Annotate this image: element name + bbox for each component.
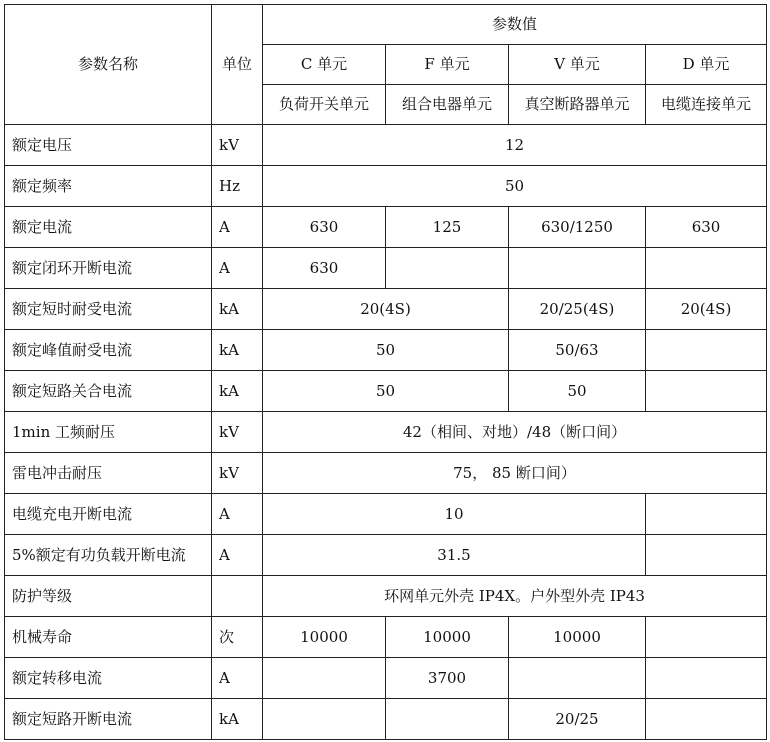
table-row bbox=[5, 617, 767, 658]
row-name: 额定电流 bbox=[5, 207, 212, 248]
empty-cell bbox=[263, 699, 386, 740]
value-cell: 12 bbox=[263, 125, 767, 166]
value-cell-d: 20(4S) bbox=[646, 289, 767, 330]
value-cell-c: 630 bbox=[263, 207, 386, 248]
row-name: 机械寿命 bbox=[5, 617, 212, 658]
empty-cell bbox=[646, 248, 767, 289]
value-cell-cf: 20(4S) bbox=[263, 289, 509, 330]
empty-cell bbox=[646, 535, 767, 576]
row-unit: kA bbox=[212, 289, 263, 330]
table-row bbox=[5, 371, 767, 412]
value-cell-cfv: 10 bbox=[263, 494, 646, 535]
unit-code-c: C 单元 bbox=[263, 45, 386, 85]
value-cell-cf: 50 bbox=[263, 330, 509, 371]
value-cell-c: 630 bbox=[263, 248, 386, 289]
row-name: 额定转移电流 bbox=[5, 658, 212, 699]
empty-cell bbox=[386, 699, 509, 740]
table-row bbox=[5, 494, 767, 535]
value-cell: 50 bbox=[263, 166, 767, 207]
value-cell-v: 20/25 bbox=[509, 699, 646, 740]
row-name: 5%额定有功负载开断电流 bbox=[5, 535, 212, 576]
row-name: 额定短路开断电流 bbox=[5, 699, 212, 740]
row-unit: kV bbox=[212, 125, 263, 166]
row-unit: A bbox=[212, 494, 263, 535]
row-unit bbox=[212, 576, 263, 617]
value-cell-cf: 50 bbox=[263, 371, 509, 412]
row-name: 额定峰值耐受电流 bbox=[5, 330, 212, 371]
parameter-table bbox=[4, 4, 767, 740]
unit-code-d: D 单元 bbox=[646, 45, 767, 85]
row-unit: kA bbox=[212, 699, 263, 740]
row-name: 1min 工频耐压 bbox=[5, 412, 212, 453]
table-row bbox=[5, 207, 767, 248]
empty-cell bbox=[263, 658, 386, 699]
row-name: 防护等级 bbox=[5, 576, 212, 617]
value-cell-v: 50 bbox=[509, 371, 646, 412]
row-name: 额定电压 bbox=[5, 125, 212, 166]
table-row bbox=[5, 576, 767, 617]
row-unit: A bbox=[212, 535, 263, 576]
row-unit: 次 bbox=[212, 617, 263, 658]
table-row bbox=[5, 658, 767, 699]
empty-cell bbox=[646, 330, 767, 371]
value-cell-v: 630/1250 bbox=[509, 207, 646, 248]
table-row bbox=[5, 125, 767, 166]
row-name: 额定闭环开断电流 bbox=[5, 248, 212, 289]
row-unit: Hz bbox=[212, 166, 263, 207]
row-unit: kA bbox=[212, 330, 263, 371]
row-name: 额定频率 bbox=[5, 166, 212, 207]
row-unit: A bbox=[212, 658, 263, 699]
table-row bbox=[5, 289, 767, 330]
row-unit: A bbox=[212, 207, 263, 248]
empty-cell bbox=[646, 699, 767, 740]
value-cell-v: 20/25(4S) bbox=[509, 289, 646, 330]
value-cell-cfv: 31.5 bbox=[263, 535, 646, 576]
param-value-header: 参数值 bbox=[263, 5, 767, 45]
row-name: 电缆充电开断电流 bbox=[5, 494, 212, 535]
value-cell-d: 630 bbox=[646, 207, 767, 248]
table-row bbox=[5, 535, 767, 576]
empty-cell bbox=[646, 494, 767, 535]
row-name: 额定短路关合电流 bbox=[5, 371, 212, 412]
table-row bbox=[5, 453, 767, 494]
value-cell: 环网单元外壳 IP4X。户外型外壳 IP43 bbox=[263, 576, 767, 617]
value-cell-f: 125 bbox=[386, 207, 509, 248]
unit-desc-f: 组合电器单元 bbox=[386, 85, 509, 125]
table-row bbox=[5, 699, 767, 740]
param-name-header: 参数名称 bbox=[5, 5, 212, 125]
row-unit: kA bbox=[212, 371, 263, 412]
unit-desc-v: 真空断路器单元 bbox=[509, 85, 646, 125]
row-unit: A bbox=[212, 248, 263, 289]
row-unit: kV bbox=[212, 453, 263, 494]
unit-header: 单位 bbox=[212, 5, 263, 125]
table-row bbox=[5, 166, 767, 207]
row-name: 额定短时耐受电流 bbox=[5, 289, 212, 330]
value-cell-c: 10000 bbox=[263, 617, 386, 658]
table-row bbox=[5, 248, 767, 289]
empty-cell bbox=[509, 658, 646, 699]
value-cell-f: 10000 bbox=[386, 617, 509, 658]
value-cell: 75， 85 断口间） bbox=[263, 453, 767, 494]
table-row bbox=[5, 330, 767, 371]
empty-cell bbox=[386, 248, 509, 289]
empty-cell bbox=[646, 658, 767, 699]
unit-desc-d: 电缆连接单元 bbox=[646, 85, 767, 125]
empty-cell bbox=[646, 371, 767, 412]
value-cell-f: 3700 bbox=[386, 658, 509, 699]
table-row bbox=[5, 412, 767, 453]
unit-code-v: V 单元 bbox=[509, 45, 646, 85]
value-cell: 42（相间、对地）/48（断口间） bbox=[263, 412, 767, 453]
value-cell-v: 50/63 bbox=[509, 330, 646, 371]
unit-desc-c: 负荷开关单元 bbox=[263, 85, 386, 125]
empty-cell bbox=[646, 617, 767, 658]
unit-code-f: F 单元 bbox=[386, 45, 509, 85]
empty-cell bbox=[509, 248, 646, 289]
row-name: 雷电冲击耐压 bbox=[5, 453, 212, 494]
value-cell-v: 10000 bbox=[509, 617, 646, 658]
row-unit: kV bbox=[212, 412, 263, 453]
